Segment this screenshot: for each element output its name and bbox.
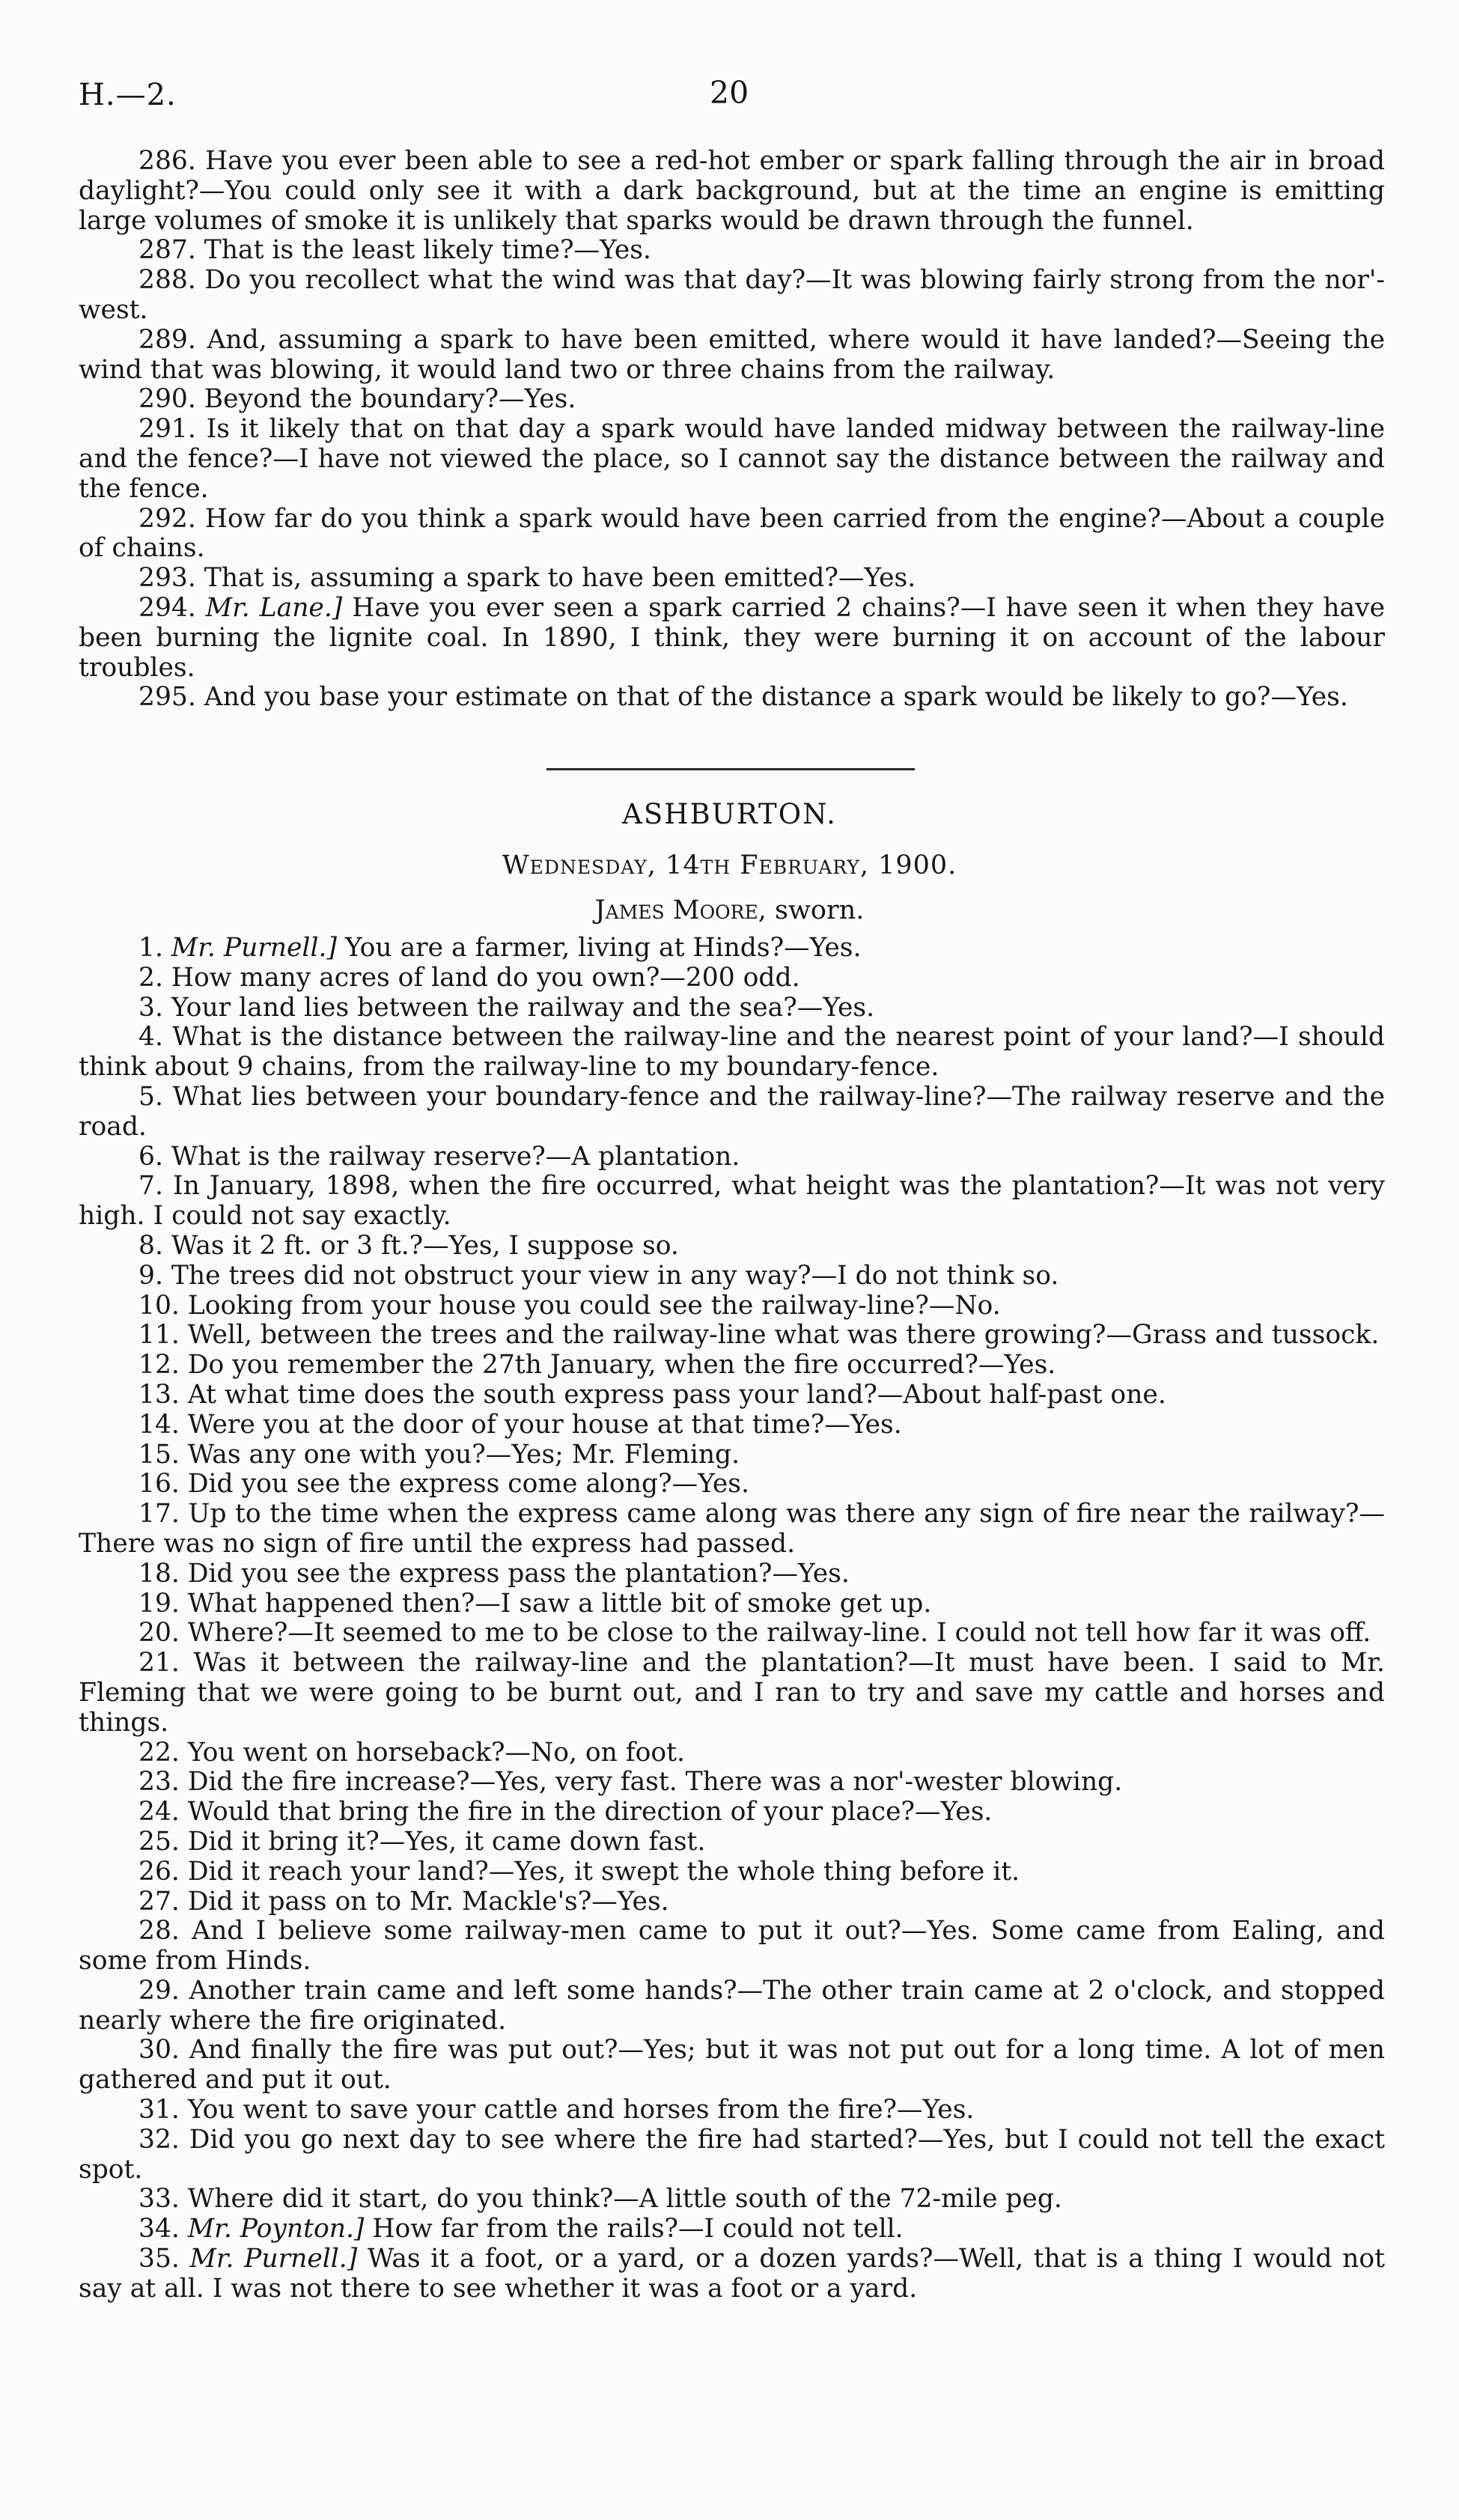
question-number: 8. [138,1230,163,1261]
question-text: Have you ever seen a spark carried 2 chains?—I have seen it when they have been burning the lignite coal. In 1890, I think, they were burning it on account of the labour troubles. [79,592,1385,683]
question-number: 25. [138,1826,180,1857]
question-number: 20. [138,1618,180,1649]
question-number: 30. [138,2035,180,2066]
question-text: Did you see the express pass the plantation?—Yes. [187,1558,850,1589]
question-paragraph [79,1887,1385,1917]
question-text: How far do you think a spark would have been carried from the engine?—About a couple of chains. [79,503,1385,564]
question-text: Do you remember the 27th January, when the fire occurred?—Yes. [187,1350,1056,1381]
question-number: 28. [138,1916,180,1947]
question-number: 1. [138,933,163,963]
question-text: Up to the time when the express came along was there any sign of fire near the railway?—There was no sign of fire until the express had passed. [79,1499,1386,1559]
question-number: 10. [138,1290,180,1321]
question-text: You went to save your cattle and horses from the fire?—Yes. [187,2095,975,2125]
question-text: You went on horseback?—No, on foot. [187,1737,686,1768]
question-number: 19. [138,1588,180,1619]
question-paragraph [79,2036,1385,2096]
question-paragraph [79,1261,1385,1291]
question-text: Did you see the express come along?—Yes. [187,1469,749,1500]
question-text: Well, between the trees and the railway-line what was there growing?—Grass and tussock. [187,1320,1380,1351]
question-paragraph [79,1351,1385,1381]
question-number: 15. [138,1439,180,1470]
question-number: 294. [138,592,196,623]
question-text: Where?—It seemed to me to be close to the railway-line. I could not tell how far it was off. [187,1618,1371,1649]
question-paragraph [79,594,1385,683]
question-paragraph [79,964,1385,993]
question-number: 9. [138,1260,163,1291]
question-text: Did the fire increase?—Yes, very fast. There was a nor'-wester blowing. [187,1767,1123,1798]
question-number: 35. [138,2244,180,2274]
question-paragraph [79,564,1385,594]
question-paragraph [79,1738,1385,1768]
speaker-name: Mr. Poynton.] [187,2214,365,2244]
question-number: 29. [138,1975,180,2006]
question-text: And finally the fire was put out?—Yes; but it was not put out for a long time. A lot of men gathered and put it out. [79,2035,1385,2096]
question-text: How far from the rails?—I could not tell. [372,2214,904,2244]
speaker-name: Mr. Purnell.] [171,933,337,963]
question-text: What is the railway reserve?—A plantation. [171,1141,740,1172]
question-number: 21. [138,1648,180,1679]
page-number: 20 [710,75,749,111]
question-text: Do you recollect what the wind was that day?—It was blowing fairly strong from the nor'-west. [79,265,1386,325]
question-paragraph [79,1798,1385,1827]
question-number: 31. [138,2095,180,2125]
question-paragraph [79,1381,1385,1410]
question-text: Was it a foot, or a yard, or a dozen yards?—Well, that is a thing I would not say at all. I was not there to see whether it was a foot or a yard. [79,2244,1386,2304]
witness-status: sworn. [774,895,865,925]
question-number: 292. [138,503,196,534]
question-number: 7. [138,1171,163,1202]
question-text: Did it reach your land?—Yes, it swept the whole thing before it. [187,1856,1020,1887]
question-paragraph [79,2244,1385,2304]
question-paragraph [79,1142,1385,1172]
question-paragraph [79,683,1385,713]
question-text: Beyond the boundary?—Yes. [204,384,576,415]
evidence-section-moore [79,934,1385,2304]
question-text: That is, assuming a spark to have been emitted?—Yes. [204,563,916,594]
question-paragraph [79,147,1385,236]
question-number: 18. [138,1558,180,1589]
question-number: 13. [138,1379,180,1410]
witness-heading [0,895,1459,925]
question-paragraph [79,1023,1385,1083]
question-paragraph [79,1291,1385,1321]
question-paragraph [79,1321,1385,1351]
question-number: 6. [138,1141,163,1172]
question-paragraph [79,1649,1385,1738]
question-text: What lies between your boundary-fence and the railway-line?—The railway reserve and the road. [79,1081,1385,1142]
speaker-name: Mr. Purnell.] [189,2244,358,2274]
question-text: Another train came and left some hands?—The other train came at 2 o'clock, and stopped nearly where the fire originated. [79,1975,1385,2036]
question-text: The trees did not obstruct your view in any way?—I do not think so. [171,1260,1059,1291]
question-text: That is the least likely time?—Yes. [204,235,651,266]
question-number: 22. [138,1737,180,1768]
question-text: And I believe some railway-men came to put it out?—Yes. Some came from Ealing, and some from Hinds. [79,1916,1385,1976]
question-paragraph [79,326,1385,386]
question-number: 2. [138,962,163,993]
question-text: In January, 1898, when the fire occurred, what height was the plantation?—It was not very high. I could not say exactly. [79,1171,1385,1232]
question-paragraph [79,1619,1385,1649]
question-paragraph [79,993,1385,1023]
question-paragraph [79,1917,1385,1976]
question-text: And you base your estimate on that of the distance a spark would be likely to go?—Yes. [204,682,1348,713]
question-number: 17. [138,1499,180,1530]
question-number: 14. [138,1409,180,1440]
question-number: 286. [138,146,196,176]
question-paragraph [79,1827,1385,1857]
question-paragraph [79,934,1385,964]
question-paragraph [79,236,1385,266]
question-paragraph [79,1440,1385,1470]
question-text: Did you go next day to see where the fire had started?—Yes, but I could not tell the exact spot. [79,2124,1386,2185]
question-paragraph [79,1976,1385,2036]
question-number: 3. [138,992,163,1023]
question-number: 24. [138,1797,180,1827]
question-paragraph [79,385,1385,415]
sitting-date-rest: 14th February, [665,850,869,880]
sitting-date-year: 1900. [878,850,957,880]
question-text: Is it likely that on that day a spark would have landed midway between the railway-line and the fence?—I have not viewed the place, so I cannot say the distance between the railway and the fence. [79,414,1385,504]
evidence-section-continued [79,147,1385,713]
question-number: 287. [138,235,196,266]
question-text: At what time does the south express pass your land?—About half-past one. [187,1379,1166,1410]
question-text: Was it 2 ft. or 3 ft.?—Yes, I suppose so. [171,1230,679,1261]
question-paragraph [79,2096,1385,2125]
question-number: 290. [138,384,196,415]
witness-name: James Moore, [594,895,767,925]
question-paragraph [79,1083,1385,1142]
question-text: Did it pass on to Mr. Mackle's?—Yes. [187,1886,669,1917]
speaker-name: Mr. Lane.] [205,592,343,623]
question-paragraph [79,1232,1385,1261]
question-paragraph [79,505,1385,564]
question-text: Looking from your house you could see the railway-line?—No. [187,1290,1001,1321]
question-text: Would that bring the fire in the direction of your place?—Yes. [187,1797,993,1827]
question-paragraph [79,266,1385,326]
question-number: 4. [138,1022,163,1053]
question-paragraph [79,2185,1385,2215]
question-number: 26. [138,1856,180,1887]
question-text: Was any one with you?—Yes; Mr. Fleming. [187,1439,740,1470]
question-number: 32. [138,2124,180,2155]
question-number: 34. [138,2214,180,2244]
question-number: 12. [138,1350,180,1381]
question-number: 16. [138,1469,180,1500]
question-number: 291. [138,414,196,445]
question-number: 295. [138,682,196,713]
question-number: 5. [138,1081,163,1112]
question-number: 289. [138,324,196,355]
question-paragraph [79,415,1385,504]
question-text: Were you at the door of your house at that time?—Yes. [187,1409,902,1440]
question-paragraph [79,2215,1385,2244]
question-text: What is the distance between the railway-line and the nearest point of your land?—I should think about 9 chains, from the railway-line to my boundary-fence. [79,1022,1386,1083]
question-paragraph [79,1559,1385,1589]
document-reference: H.—2. [79,78,177,112]
question-text: You are a farmer, living at Hinds?—Yes. [344,933,862,963]
question-number: 27. [138,1886,180,1917]
question-number: 33. [138,2184,180,2215]
question-number: 23. [138,1767,180,1798]
question-text: And, assuming a spark to have been emitted, where would it have landed?—Seeing the wind that was blowing, it would land two or three chains from the railway. [79,324,1385,385]
section-divider [546,768,915,770]
question-paragraph [79,2125,1385,2185]
question-paragraph [79,1500,1385,1559]
question-text: Where did it start, do you think?—A little south of the 72-mile peg. [187,2184,1062,2215]
question-paragraph [79,1410,1385,1440]
question-text: Was it between the railway-line and the plantation?—It must have been. I said to Mr. Fleming that we were going to be burnt out, and I ran to try and save my cattle and horses and things. [79,1648,1385,1738]
question-paragraph [79,1172,1385,1232]
question-text: Did it bring it?—Yes, it came down fast. [187,1826,706,1857]
sitting-date-day: Wednesday, [502,850,657,880]
question-paragraph [79,1768,1385,1798]
question-text: Have you ever been able to see a red-hot ember or spark falling through the air in broad daylight?—You could only see it with a dark background, but at the time an engine is emitting large volumes of smoke it is unlikely that sparks would be drawn through the funnel. [79,146,1385,236]
question-text: How many acres of land do you own?—200 odd. [171,962,800,993]
question-paragraph [79,1857,1385,1887]
sitting-place: ASHBURTON. [622,798,837,830]
sitting-date [0,850,1459,880]
question-number: 288. [138,265,196,296]
question-text: What happened then?—I saw a little bit of smoke get up. [187,1588,932,1619]
question-paragraph [79,1589,1385,1619]
question-number: 11. [138,1320,180,1351]
question-text: Your land lies between the railway and the sea?—Yes. [171,992,875,1023]
question-number: 293. [138,563,196,594]
question-paragraph [79,1470,1385,1500]
